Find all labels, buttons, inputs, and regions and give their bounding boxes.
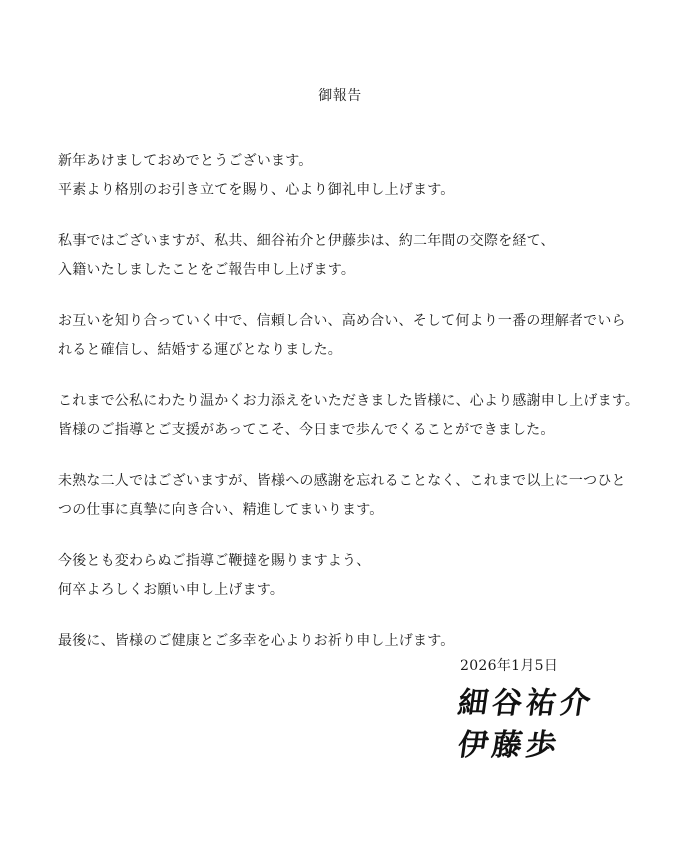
- body-line: 平素より格別のお引き立てを賜り、心より御礼申し上げます。: [58, 182, 455, 198]
- paragraph-greeting: [58, 147, 638, 205]
- document-title: 御報告: [318, 88, 362, 104]
- paragraph-announcement: [58, 227, 638, 285]
- body-line: れると確信し、結婚する運びとなりました。: [58, 342, 342, 358]
- body-line: 私事ではございますが、私共、細谷祐介と伊藤歩は、約二年間の交際を経て、: [58, 233, 555, 249]
- body-line: 今後とも変わらぬご指導ご鞭撻を賜りますよう、: [58, 553, 371, 569]
- signature-ito: 伊藤歩: [455, 728, 563, 763]
- document-body: [58, 147, 638, 678]
- document-date: 2026年1月5日: [460, 658, 559, 674]
- body-line: 最後に、皆様のご健康とご多幸を心よりお祈り申し上げます。: [58, 633, 455, 649]
- body-line: 皆様のご指導とご支援があってこそ、今日まで歩んでくることができました。: [58, 422, 555, 438]
- body-line: 入籍いたしましたことをご報告申し上げます。: [58, 262, 356, 278]
- paragraph-request: [58, 547, 638, 605]
- body-line: これまで公私にわたり温かくお力添えをいただきました皆様に、心より感謝申し上げます。: [58, 393, 640, 409]
- body-line: 未熟な二人ではございますが、皆様への感謝を忘れることなく、これまで以上に一つひと: [58, 473, 626, 489]
- paragraph-gratitude: [58, 387, 638, 445]
- body-line: 何卒よろしくお願い申し上げます。: [58, 582, 285, 598]
- paragraph-commitment: [58, 467, 638, 525]
- signature-hosoya: 細谷祐介: [455, 686, 597, 721]
- paragraph-closing: [58, 627, 638, 656]
- body-line: つの仕事に真摯に向き合い、精進してまいります。: [58, 502, 384, 518]
- paragraph-reason: [58, 307, 638, 365]
- body-line: お互いを知り合っていく中で、信頼し合い、高め合い、そして何より一番の理解者でいら: [58, 313, 626, 329]
- body-line: 新年あけましておめでとうございます。: [58, 153, 313, 169]
- signature-block: [455, 684, 608, 766]
